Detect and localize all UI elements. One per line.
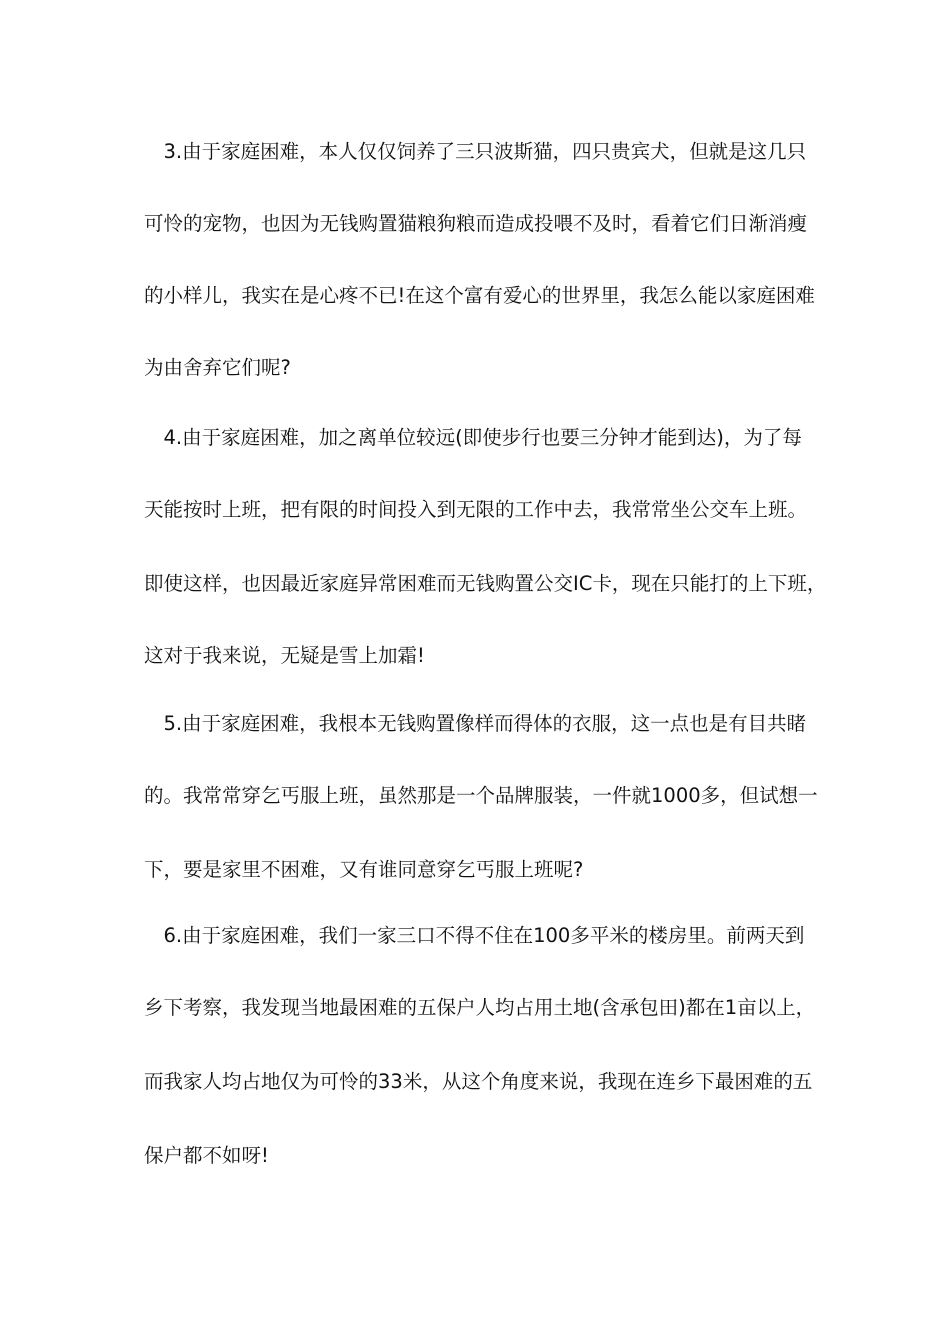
text-line: 4.由于家庭困难，加之离单位较远(即使步行也要三分钟才能到达)，为了每 (144, 426, 802, 449)
text-line: 可怜的宠物，也因为无钱购置猫粮狗粮而造成投喂不及时，看着它们日渐消瘦 (144, 212, 808, 235)
text-line: 3.由于家庭困难，本人仅仅饲养了三只波斯猫，四只贵宾犬，但就是这几只 (144, 140, 807, 163)
text-line: 的。我常常穿乞丐服上班，虽然那是一个品牌服装，一件就1000多，但试想一 (144, 784, 818, 807)
text-line: 下，要是家里不困难，又有谁同意穿乞丐服上班呢? (144, 858, 584, 881)
text-line: 即使这样，也因最近家庭异常困难而无钱购置公交IC卡，现在只能打的上下班， (144, 572, 827, 595)
text-line: 6.由于家庭困难，我们一家三口不得不住在100多平米的楼房里。前两天到 (144, 924, 805, 947)
text-line: 的小样儿，我实在是心疼不已!在这个富有爱心的世界里，我怎么能以家庭困难 (144, 284, 815, 307)
text-line: 天能按时上班，把有限的时间投入到无限的工作中去，我常常坐公交车上班。 (144, 498, 808, 521)
text-line: 保户都不如呀! (144, 1144, 269, 1167)
text-line: 而我家人均占地仅为可怜的33米，从这个角度来说，我现在连乡下最困难的五 (144, 1070, 813, 1093)
text-line: 乡下考察，我发现当地最困难的五保户人均占用土地(含承包田)都在1亩以上， (144, 996, 816, 1019)
text-line: 5.由于家庭困难，我根本无钱购置像样而得体的衣服，这一点也是有目共睹 (144, 712, 807, 735)
text-line: 为由舍弃它们呢? (144, 356, 291, 379)
text-line: 这对于我来说，无疑是雪上加霜! (144, 644, 425, 667)
